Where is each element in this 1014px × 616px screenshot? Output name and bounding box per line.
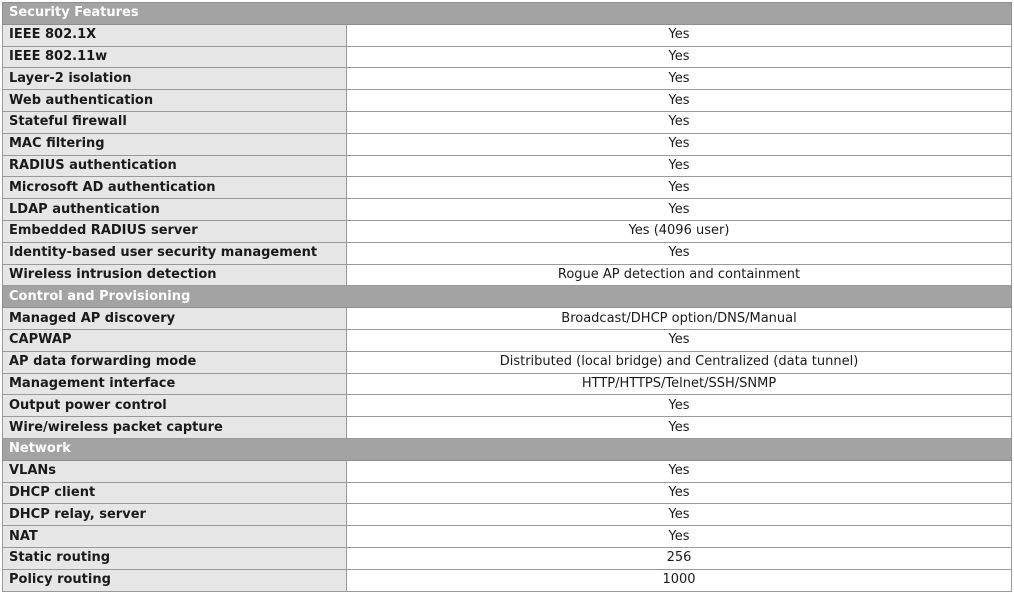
row-label: AP data forwarding mode [3,351,347,373]
row-label: NAT [3,526,347,548]
table-row [3,373,1012,395]
row-label: Managed AP discovery [3,308,347,330]
row-label: Layer-2 isolation [3,68,347,90]
spec-table-body [3,3,1012,592]
row-value: Yes [347,177,1012,199]
row-label: Embedded RADIUS server [3,220,347,242]
section-title: Security Features [3,3,1012,25]
row-value: Yes [347,68,1012,90]
table-row [3,46,1012,68]
row-label: Static routing [3,547,347,569]
row-label: RADIUS authentication [3,155,347,177]
row-label: DHCP relay, server [3,504,347,526]
row-label: MAC filtering [3,133,347,155]
row-label: Output power control [3,395,347,417]
row-label: VLANs [3,460,347,482]
table-row [3,264,1012,286]
row-label: Management interface [3,373,347,395]
row-value: Yes [347,417,1012,439]
row-value: Yes [347,133,1012,155]
row-value: Yes [347,460,1012,482]
section-title: Control and Provisioning [3,286,1012,308]
table-row [3,395,1012,417]
row-value: Yes [347,199,1012,221]
section-header-security [3,3,1012,25]
table-row [3,111,1012,133]
row-label: DHCP client [3,482,347,504]
table-row [3,68,1012,90]
table-row [3,482,1012,504]
row-value: Yes [347,155,1012,177]
row-label: Microsoft AD authentication [3,177,347,199]
row-value: Yes [347,46,1012,68]
row-label: Web authentication [3,90,347,112]
spec-table [2,2,1012,592]
row-value: HTTP/HTTPS/Telnet/SSH/SNMP [347,373,1012,395]
row-value: Yes [347,526,1012,548]
table-row [3,177,1012,199]
row-label: Stateful firewall [3,111,347,133]
table-row [3,460,1012,482]
section-header-network [3,438,1012,460]
row-value: Broadcast/DHCP option/DNS/Manual [347,308,1012,330]
row-value: Yes [347,329,1012,351]
row-label: IEEE 802.1X [3,24,347,46]
table-row [3,220,1012,242]
row-value: Yes [347,242,1012,264]
table-row [3,90,1012,112]
section-title: Network [3,438,1012,460]
row-value: Yes [347,24,1012,46]
row-label: CAPWAP [3,329,347,351]
row-value: Yes [347,90,1012,112]
table-row [3,329,1012,351]
section-header-control [3,286,1012,308]
table-row [3,133,1012,155]
table-row [3,351,1012,373]
table-row [3,242,1012,264]
row-value: Yes [347,111,1012,133]
row-value: Yes [347,482,1012,504]
row-value: 256 [347,547,1012,569]
table-row [3,199,1012,221]
table-row [3,417,1012,439]
row-label: Wire/wireless packet capture [3,417,347,439]
table-row [3,547,1012,569]
row-label: Wireless intrusion detection [3,264,347,286]
table-row [3,155,1012,177]
row-value: Distributed (local bridge) and Centralized (data tunnel) [347,351,1012,373]
row-value: Yes [347,504,1012,526]
row-label: LDAP authentication [3,199,347,221]
table-row [3,504,1012,526]
row-value: Rogue AP detection and containment [347,264,1012,286]
table-row [3,24,1012,46]
table-row [3,569,1012,591]
row-value: Yes [347,395,1012,417]
row-value: 1000 [347,569,1012,591]
row-label: Identity-based user security management [3,242,347,264]
row-label: Policy routing [3,569,347,591]
table-row [3,526,1012,548]
table-row [3,308,1012,330]
row-label: IEEE 802.11w [3,46,347,68]
row-value: Yes (4096 user) [347,220,1012,242]
